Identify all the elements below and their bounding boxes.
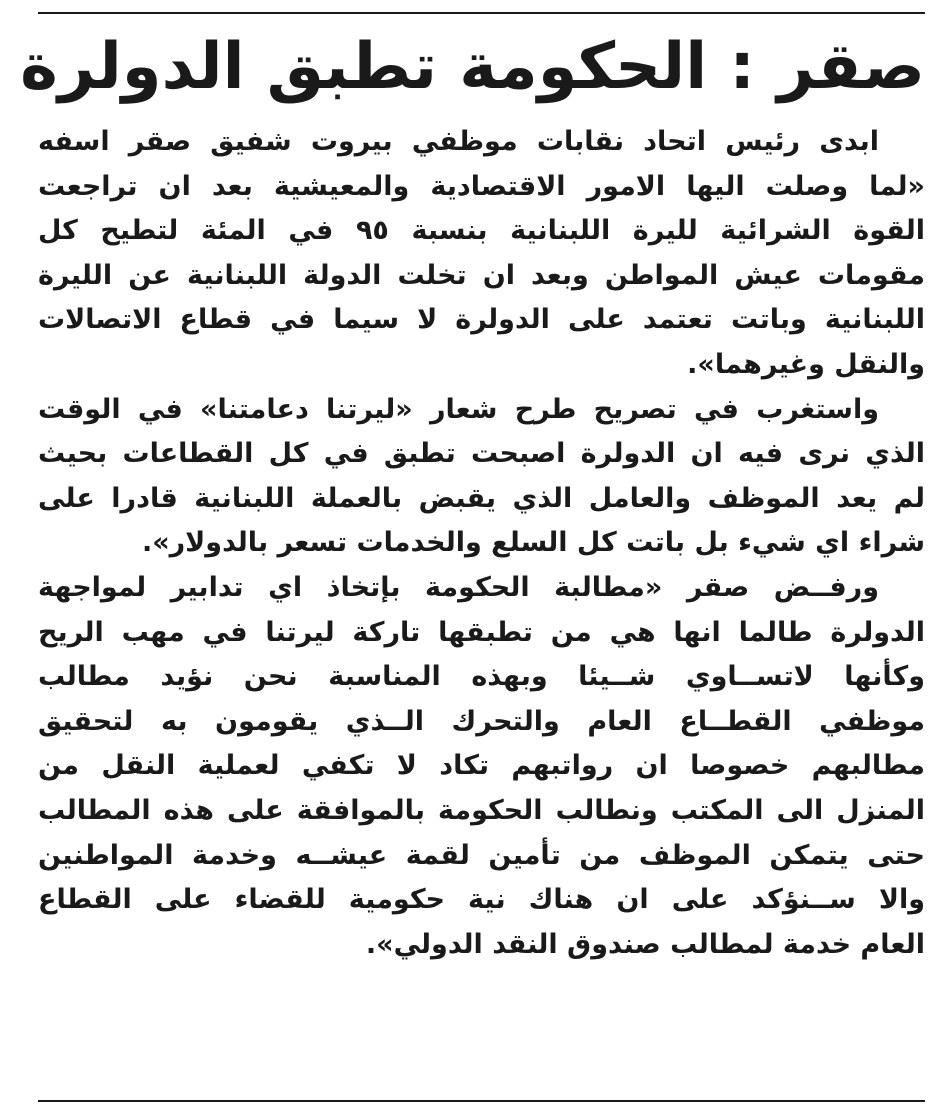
paragraph-line: المنزل الى المكتب ونطالب الحكومة بالموافقة على هذه المطالب <box>38 794 925 826</box>
paragraph-line: اللبنانية وباتت تعتمد على الدولرة لا سيما في قطاع الاتصالات <box>38 304 925 336</box>
headline: صقر : الحكومة تطبق الدولرة <box>20 30 925 104</box>
article-body <box>38 120 925 967</box>
paragraph-line: والا ســنؤكد على ان هناك نية حكومية للقضاء على القطاع <box>38 884 925 916</box>
paragraph <box>38 388 925 566</box>
paragraph-line: القوة الشرائية لليرة اللبنانية بنسبة ٩٥ في المئة لتطيح كل <box>38 215 925 247</box>
paragraph-line: وكأنها لاتســاوي شــيئا وبهذه المناسبة نحن نؤيد مطالب <box>38 661 925 693</box>
paragraph <box>38 566 925 967</box>
paragraph-line: «لما وصلت اليها الامور الاقتصادية والمعيشية بعد ان تراجعت <box>38 170 925 202</box>
bottom-divider <box>38 1100 925 1102</box>
paragraph-line: الدولرة طالما انها هي من تطبقها تاركة ليرتنا في مهب الريح <box>38 616 925 648</box>
paragraph-line: شراء اي شيء بل باتت كل السلع والخدمات تسعر بالدولار». <box>141 527 925 559</box>
paragraph-line: العام خدمة لمطالب صندوق النقد الدولي». <box>365 928 925 960</box>
paragraph-line: حتى يتمكن الموظف من تأمين لقمة عيشــه وخدمة المواطنين <box>38 839 925 871</box>
paragraph-line: ابدى رئيس اتحاد نقابات موظفي بيروت شفيق صقر اسفه <box>38 126 879 157</box>
paragraph-line: مطالبهم خصوصا ان رواتبهم تكاد لا تكفي لعملية النقل من <box>38 750 925 782</box>
paragraph-line: واستغرب في تصريح طرح شعار «ليرتنا دعامتنا» في الوقت <box>38 393 879 425</box>
paragraph-line: والنقل وغيرهما». <box>687 348 925 380</box>
paragraph <box>38 120 925 388</box>
paragraph-line: مقومات عيش المواطن وبعد ان تخلت الدولة اللبنانية عن الليرة <box>38 259 925 291</box>
top-divider <box>38 12 925 14</box>
paragraph-line: موظفي القطــاع العام والتحرك الــذي يقومون به لتحقيق <box>38 705 925 737</box>
paragraph-line: الذي نرى فيه ان الدولرة اصبحت تطبق في كل القطاعات بحيث <box>38 438 925 470</box>
paragraph-line: لم يعد الموظف والعامل الذي يقبض بالعملة اللبنانية قادرا على <box>38 482 925 514</box>
paragraph-line: ورفــض صقر «مطالبة الحكومة بإتخاذ اي تدابير لمواجهة <box>38 571 879 603</box>
